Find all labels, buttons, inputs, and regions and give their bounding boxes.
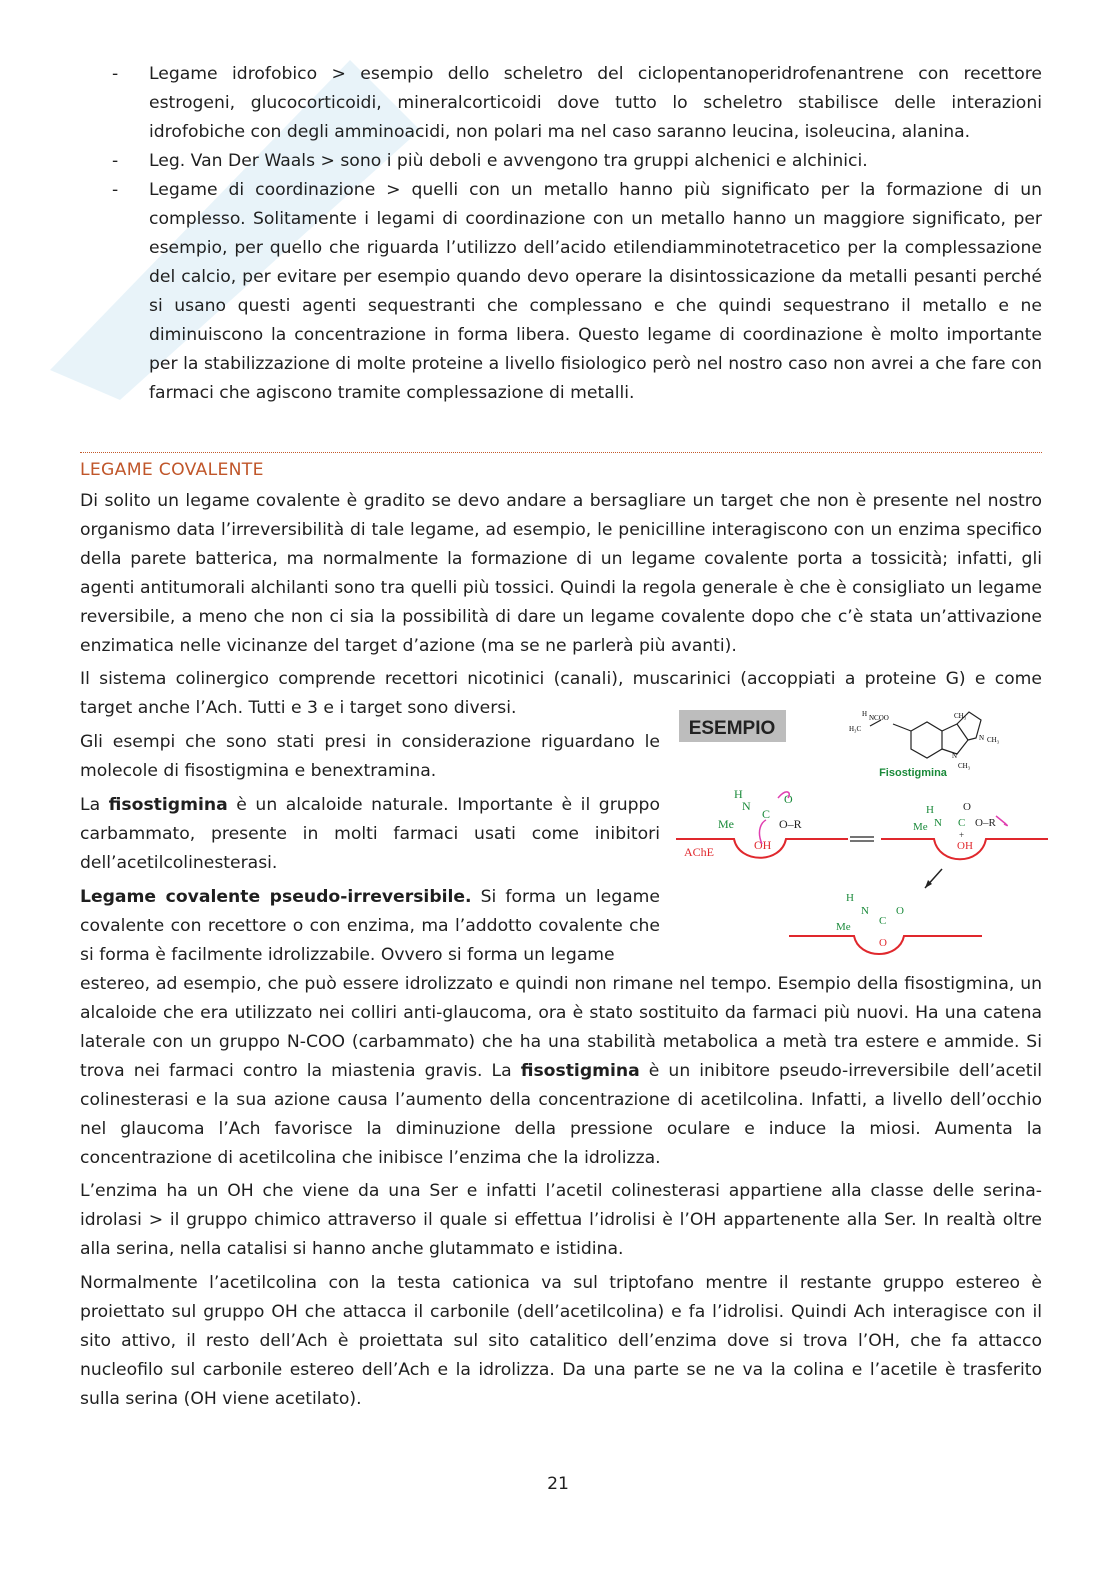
mol-n1: N	[979, 734, 985, 742]
list-item: - Leg. Van Der Waals > sono i più deboli e avvengono tra gruppi alchenici e alchinici.	[112, 151, 868, 171]
step2-c: C	[958, 817, 966, 829]
equilibrium-arrows	[850, 837, 874, 841]
paragraph: La fisostigmina è un alcaloide naturale. Importante è il gruppo carbammato, presente in molti farmaci usati come inibitori dell’acetilcolinesterasi.	[80, 795, 660, 873]
step2-charge: +	[959, 830, 965, 840]
example-badge-label: ESEMPIO	[688, 718, 776, 739]
list-item: - Legame idrofobico > esempio dello scheletro del ciclopentanoperidrofenantrene con recettore estrogeni, glucocorticoidi, mineralcorticoidi dove tutto lo scheletro stabilisce delle interazioni idrofobiche con degli amminoacidi, non polari ma nel caso saranno leucina, isoleucina, alanina.	[112, 64, 1042, 142]
paragraph: Legame covalente pseudo-irreversibile. Si forma un legame covalente con recettore o con enzima, ma l’addotto covalente che si forma è facilmente idrolizzabile. Ovvero si forma un legame	[80, 887, 660, 965]
paragraph: Gli esempi che sono stati presi in considerazione riguardano le molecole di fisostigmina e benextramina.	[80, 732, 660, 781]
section-title: LEGAME COVALENTE	[80, 460, 264, 480]
step2-or: O–R	[975, 817, 996, 829]
step2-n: N	[934, 817, 942, 829]
step3-o-top: O	[896, 905, 904, 917]
step3-o-bottom: O	[879, 937, 887, 949]
step2-arrow	[996, 816, 1007, 826]
page-number: 21	[547, 1474, 569, 1494]
molecule-label: Fisostigmina	[879, 767, 947, 779]
step1-n: N	[742, 799, 751, 813]
paragraph: Il sistema colinergico comprende recettori nicotinici (canali), muscarinici (accoppiati a proteine G) e come target anche l’Ach. Tutti e 3 e i target sono diversi.	[80, 669, 1042, 718]
step3-h: H	[846, 892, 854, 904]
step2-me: Me	[913, 821, 928, 833]
mol-h: H	[862, 710, 868, 718]
step1-me: Me	[718, 817, 734, 831]
paragraph: L’enzima ha un OH che viene da una Ser e infatti l’acetil colinesterasi appartiene alla classe delle serina-idrolasi > il gruppo chimico attraverso il quale si effettua l’idrolisi è l’OH appartenente alla Ser. In realtà oltre alla serina, nella catalisi si hanno anche glutammato e istidina.	[80, 1181, 1042, 1259]
mechanism-figure	[676, 706, 1051, 956]
step1-oh: OH	[754, 838, 772, 852]
step1-c: C	[762, 807, 771, 821]
step2-h: H	[926, 804, 934, 816]
step2-o-top: O	[963, 801, 971, 813]
mol-ch3-c: CH₃	[958, 762, 971, 770]
enzyme-label: AChE	[684, 845, 714, 859]
paragraph: estereo, ad esempio, che può essere idrolizzato e quindi non rimane nel tempo. Esempio della fisostigmina, un alcaloide che era utilizzato nei colliri anti-glaucoma, ora è stato sostituito da farmaci più nuovi. Ha una catena laterale con un gruppo N-COO (carbammato) che ha una stabilità metabolica a metà tra estere e ammide. Si trova nei farmaci contro la miastenia gravis. La fisostigmina è un inibitore pseudo-irreversibile dell’acetil colinesterasi e la sua azione causa l’aumento della concentrazione di acetilcolina. Infatti, a livello dell’occhio nel glaucoma l’Ach favorisce la diminuzione della pressione oculare e induce la miosi. Aumenta la concentrazione di acetilcolina che inibisce l’enzima che la idrolizza.	[80, 974, 1042, 1168]
step3-c: C	[879, 915, 887, 927]
mol-ch3-a: CH₃	[954, 712, 967, 720]
step2-oh: OH	[957, 840, 973, 852]
section-divider	[80, 452, 1042, 453]
paragraph: Normalmente l’acetilcolina con la testa cationica va sul triptofano mentre il restante gruppo estereo è proiettato sul gruppo OH che attacca il carbonile (dell’acetilcolina) e fa l’idrolisi. Quindi Ach interagisce con il sito attivo, il resto dell’Ach è proiettata sul sito catalitico dell’enzima dove si trova l’OH, che fa attacco nucleofilo sul carbonile estereo dell’Ach e la idrolizza. Da una parte se ne va la colina e l’acetile è trasferito sulla serina (OH viene acetilato).	[80, 1273, 1042, 1409]
step3-n: N	[861, 905, 869, 917]
step1-or: O–R	[779, 817, 802, 831]
mol-h3c: H₃C	[849, 725, 862, 733]
step1-h: H	[734, 787, 743, 801]
paragraph: Di solito un legame covalente è gradito se devo andare a bersagliare un target che non è presente nel nostro organismo data l’irreversibilità di tale legame, ad esempio, le penicilline interagiscono con un enzima specifico della parete batterica, ma normalmente la formazione di un legame covalente porta a tossicità; infatti, gli agenti antitumorali alchilanti sono tra quelli più tossici. Quindi la regola generale è che è consigliato un legame reversibile, a meno che non ci sia la possibilità di dare un legame covalente dopo che c’è stata un’attivazione enzimatica nelle vicinanze del target d’azione (ma se ne parlerà più avanti).	[80, 491, 1042, 656]
step1-o-top: O	[784, 792, 793, 806]
step3-me: Me	[836, 921, 851, 933]
mol-ch3-b: CH₃	[987, 736, 1000, 744]
bullet-list	[112, 60, 1042, 408]
mol-ncoo: NCOO	[869, 714, 889, 722]
list-item: - Legame di coordinazione > quelli con un metallo hanno più significato per la formazione di un complesso. Solitamente i legami di coordinazione con un metallo hanno un maggiore significato, per esempio, per quello che riguarda l’utilizzo dell’acido etilendiamminotetracetico per la complessazione del calcio, per evitare per esempio quando devo operare la disintossicazione da metalli pesanti perché si usano questi agenti sequestranti che complessano e che quindi sequestrano il metallo e ne diminuiscono la concentrazione in forma libera. Questo legame di coordinazione è molto importante per la stabilizzazione di molte proteine a livello fisiologico però nel nostro caso non avrei a che fare con farmaci che agiscono tramite complessazione di metalli.	[112, 180, 1042, 403]
mol-n2: N	[952, 752, 958, 760]
